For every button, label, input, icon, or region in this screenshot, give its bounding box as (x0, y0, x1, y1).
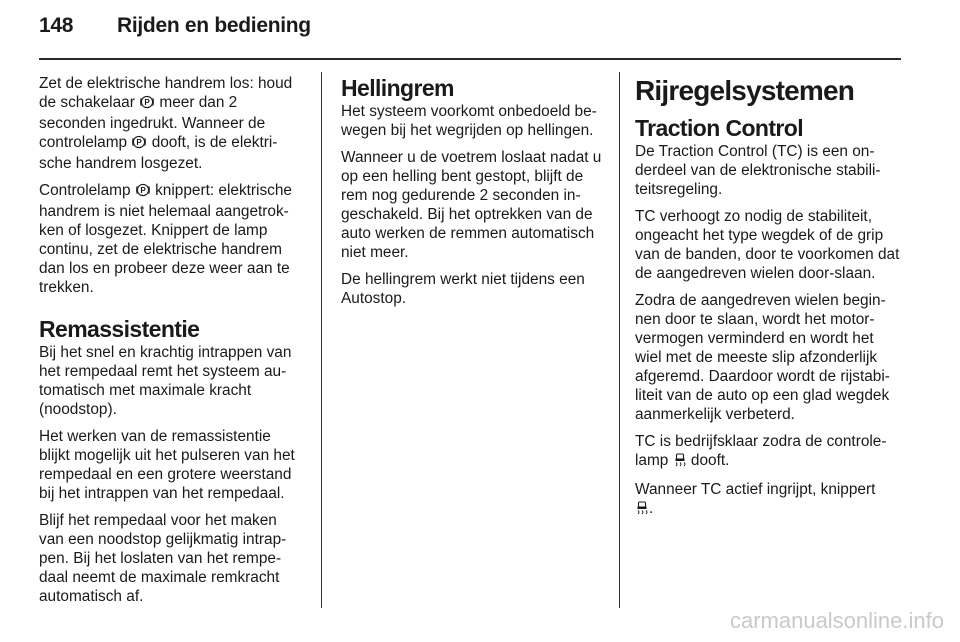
heading-traction-control: Traction Control (635, 115, 804, 141)
svg-text:P: P (140, 186, 146, 195)
column-middle (341, 74, 605, 316)
column-left (39, 74, 303, 614)
text-fragment: dooft. (690, 452, 730, 469)
svg-text:P: P (144, 98, 150, 107)
traction-control-icon (674, 453, 686, 472)
paragraph-tc-5 (635, 480, 903, 520)
heading-rijregelsystemen: Rijregelsystemen (635, 75, 855, 106)
svg-text:P: P (136, 138, 143, 147)
text-fragment: Zet de elektrische handrem los: houd de schakelaar (39, 75, 293, 111)
parking-brake-icon (132, 135, 146, 154)
page-number: 148 (39, 14, 74, 37)
text-fragment: meer dan 2 seconden ingedrukt. Wanneer de controlelamp (39, 94, 266, 151)
heading-hellingrem: Hellingrem (341, 75, 454, 101)
paragraph-tc-1: De Traction Control (TC) is een on-derdeel van de elektronische stabili-teitsregeling. (635, 143, 881, 198)
column-right (635, 74, 903, 528)
text-fragment: dooft, is de elektri-sche handrem losgezet. (39, 134, 278, 172)
paragraph-control-lamp (39, 181, 303, 297)
page-title: Rijden en bediening (117, 14, 311, 37)
paragraph-tc-4 (635, 432, 903, 472)
text-fragment: Controlelamp (39, 182, 131, 199)
parking-brake-icon (136, 183, 150, 202)
paragraph-tc-2: TC verhoogt zo nodig de stabiliteit, ongeacht het type wegdek of de grip van de banden, door te voorkomen dat de aangedreven wielen door-slaan. (635, 208, 900, 282)
paragraph-brake-assist-2: Het werken van de remassistentie blijkt mogelijk uit het pulseren van het rempedaal en een grotere weerstand bij het intrappen van het rempedaal. (39, 428, 295, 502)
heading-remassistentie: Remassistentie (39, 316, 200, 342)
paragraph-tc-3: Zodra de aangedreven wielen begin-nen door te slaan, wordt het motor-vermogen verminderd en wordt het wiel met de meeste slip afzonderlijk afgeremd. Daardoor wordt de rijstabi-liteit van de auto op een glad wegdek aanmerkelijk verbeterd. (635, 292, 890, 423)
column-divider-right (619, 72, 620, 608)
paragraph-hill-hold-3: De hellingrem werkt niet tijdens een Autostop. (341, 271, 585, 307)
paragraph-release-brake (39, 74, 303, 173)
paragraph-hill-hold-2: Wanneer u de voetrem loslaat nadat u op een helling bent gestopt, blijft de rem nog gedurende 2 seconden in-geschakeld. Bij het optrekken van de auto werken de remmen automatisch niet meer. (341, 149, 602, 261)
paragraph-brake-assist-3: Blijf het rempedaal voor het maken van een noodstop gelijkmatig intrap-pen. Bij het loslaten van het rempe-daal neemt de maximale remkracht automatisch af. (39, 512, 287, 605)
traction-control-icon (636, 501, 648, 520)
column-divider-left (321, 72, 322, 608)
page-header (39, 14, 311, 38)
text-fragment: Wanneer TC actief ingrijpt, knippert (635, 481, 876, 498)
text-fragment: TC is bedrijfsklaar zodra de controle-lamp (635, 433, 887, 469)
watermark: carmanualsonline.info (729, 608, 944, 633)
text-fragment: knippert: elektrische handrem is niet helemaal aangetrok-ken of losgezet. Knippert de lamp continu, zet de elektrische handrem dan los en probeer deze weer aan te trekken. (39, 182, 292, 296)
parking-brake-icon (140, 95, 154, 114)
paragraph-brake-assist-1: Bij het snel en krachtig intrappen van het rempedaal remt het systeem au-tomatisch met maximale kracht (noodstop). (39, 344, 292, 418)
header-rule (39, 58, 901, 60)
paragraph-hill-hold-1: Het systeem voorkomt onbedoeld be-wegen bij het wegrijden op hellingen. (341, 103, 597, 139)
text-fragment: . (649, 500, 654, 517)
